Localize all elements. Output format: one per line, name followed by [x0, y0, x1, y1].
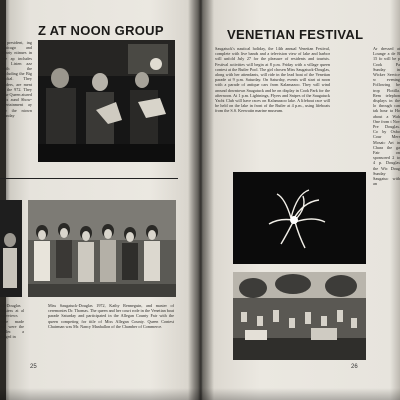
jazz-band-photo	[38, 40, 175, 162]
queen-court-photo	[28, 200, 176, 297]
right-page-number: 26	[351, 364, 358, 370]
queen-court-illustration	[28, 200, 176, 297]
left-page	[0, 0, 199, 400]
right-page-header: VENETIAN FESTIVAL	[227, 27, 364, 42]
boat-parade-crowd-photo	[233, 272, 366, 360]
right-page	[201, 0, 400, 400]
festival-article-column-1: Saugatuck's nautical holiday, the 14th annual Venetian Festival, complete with live bands and a television view of lake and harbor will unfold July 27 for the pleasure of residents and tourists. Festival activities will begin at 8 p.m. Friday with a village queen contest at the Butler Pool. The girl chosen Miss Saugatuck-Douglas, along with her attendants, will ride in the lead boat of the Venetian parade at 9 p.m. Saturday. On Saturday, events will start at noon with a parade of antique cars from Kalamazoo. They will wind around downtown Saugatuck and be on display in Cook Park for the afternoon. At 1 p.m. Lightnings, Flyers and Snipes of the Saugatuck Yacht Club will have races on Kalamazoo lake. A lifeboat race will be held on the lake in front of the Butler at 4 p.m., using lifeboats from the S.S. Keewatin marine museum.	[215, 46, 330, 114]
left-side-caption: ick-Douglas Hostess at al Interviews were made and were the Butler. a judged in	[0, 303, 24, 340]
queen-side-photo	[0, 200, 22, 297]
jazz-band-illustration	[38, 40, 175, 162]
left-section-rule	[0, 178, 178, 179]
left-page-header: Z AT NOON GROUP	[38, 23, 164, 38]
left-page-number: 25	[30, 364, 37, 370]
crowd-illustration	[233, 272, 366, 360]
fireworks-photo	[233, 172, 366, 264]
queen-photo-caption: Miss Saugatuck-Douglas 1972, Kathy Renneguin, and master of ceremonies Dr. Thomas. The queen and her court rode in the Venetian boat parade Saturday and participated in the Allegan County Fair with the queen competing for title of Miss Allegan County. Queen Contest Chairman was Mr. Nancy Manhallon of the Chamber of Commerce.	[48, 303, 174, 329]
left-intro-column: e president, ing Chicago and Marty ntinues in the ap includes rs. Listen azz with the including the Big Jackal. They enders, are ment at the 972. They The Queen atured Dix aund Show- ntertainment ay for the ntown Sunday	[2, 40, 32, 118]
festival-article-column-2: Ar dressed at Lounge a de B 15 fo will be p Cook Pa Sunday in Wicker Service w evening Following be trop Flotilla. Rem telephon displays in the lo through can tak hour ta Ho about a Wah One from t Nov Pre Douglas. Co by Oxbo Cour Merr Mosaic Art in Chara the ga Fair on sponsored 2 to 4 p. Douglas the Wic Doug Sunday Saugatuc with an	[373, 46, 400, 187]
fireworks-illustration	[233, 172, 366, 264]
bottom-edge-shadow	[0, 388, 400, 400]
side-photo-illustration	[0, 200, 22, 297]
